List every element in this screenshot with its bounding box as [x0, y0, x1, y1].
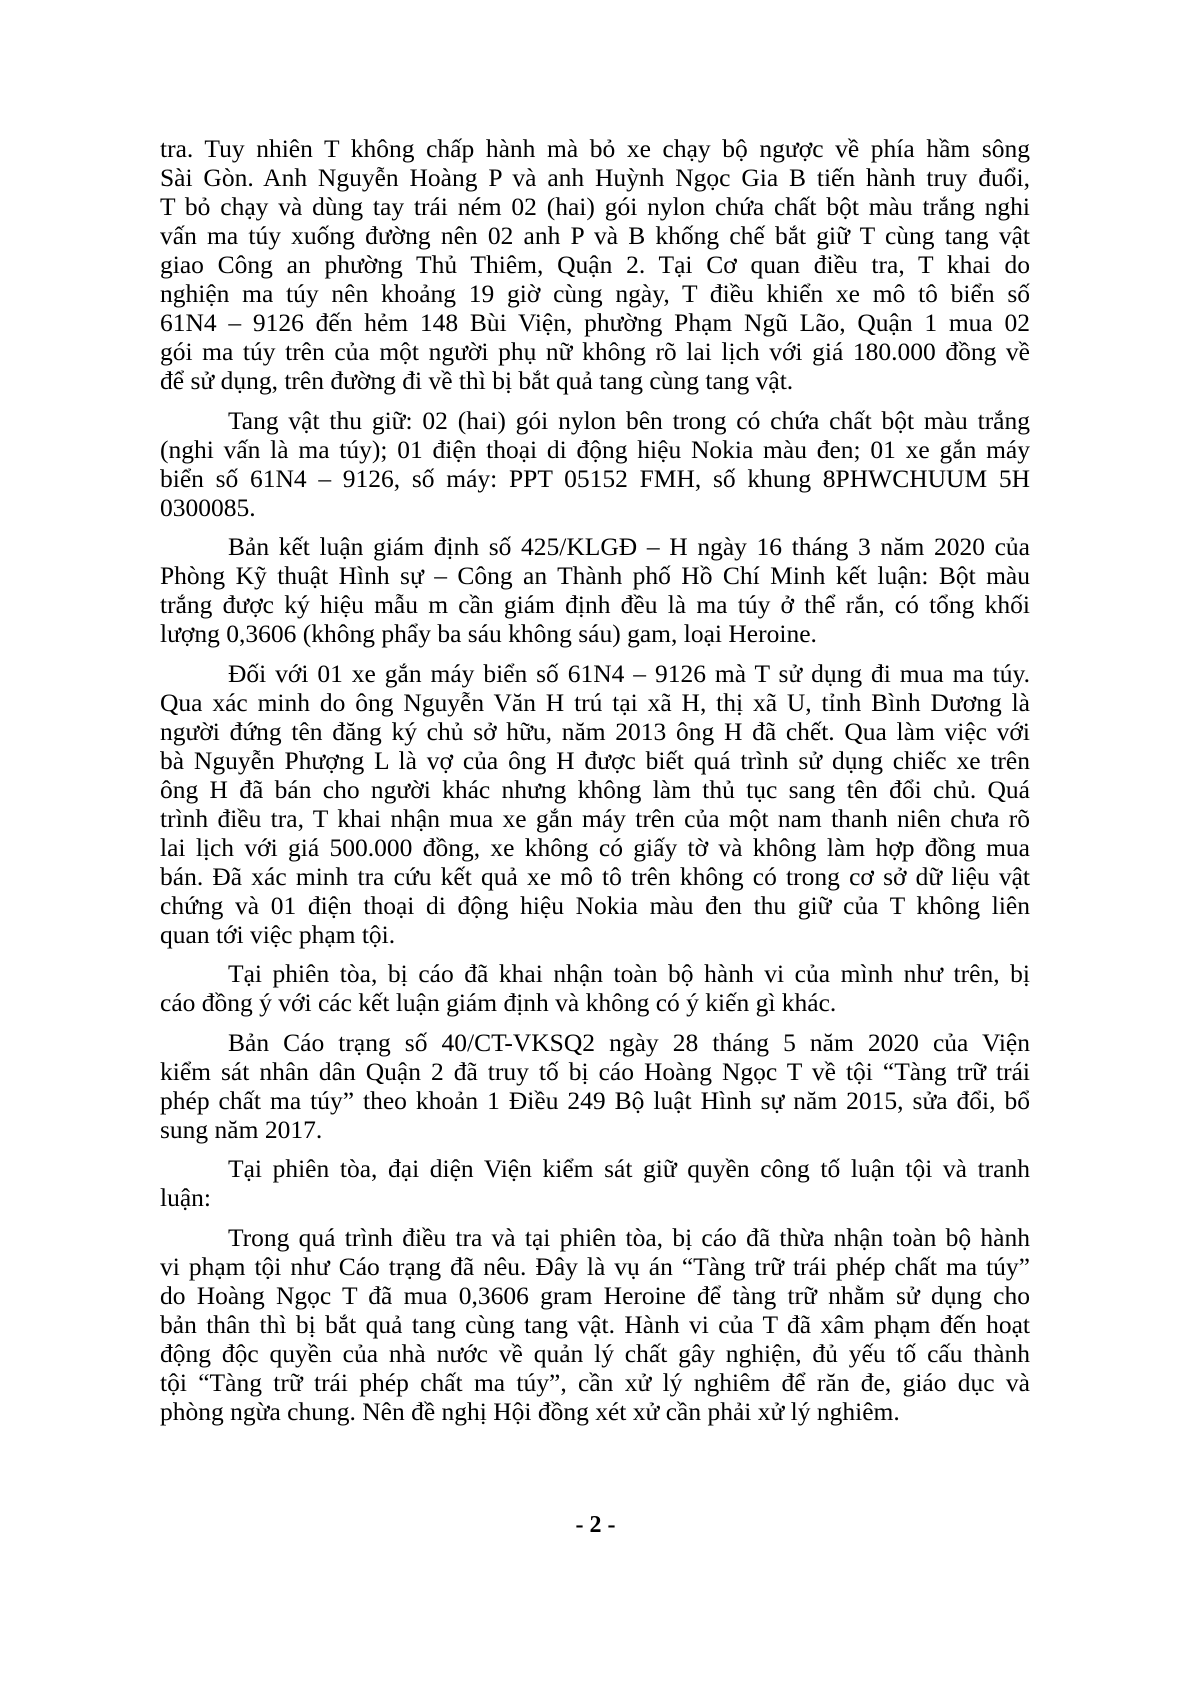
paragraph [160, 134, 1030, 395]
text-line: tra. Tuy nhiên T không chấp hành mà bỏ xe chạy bộ ngược về phía hầm sông [160, 134, 1030, 163]
text-line: để sử dụng, trên đường đi về thì bị bắt quả tang cùng tang vật. [160, 366, 794, 395]
text-line: (nghi vấn là ma túy); 01 điện thoại di động hiệu Nokia màu đen; 01 xe gắn máy [160, 434, 1030, 464]
text-line: Phòng Kỹ thuật Hình sự – Công an Thành phố Hồ Chí Minh kết luận: Bột màu [160, 561, 1030, 590]
paragraph [160, 1028, 1030, 1144]
text-line: sung năm 2017. [160, 1114, 323, 1144]
paragraph [160, 1154, 1030, 1212]
text-line: vấn ma túy xuống đường nên 02 anh P và B khống chế bắt giữ T cùng tang vật [160, 221, 1030, 250]
text-line: lượng 0,3606 (không phẩy ba sáu không sáu) gam, loại Heroine. [160, 619, 817, 648]
text-line: do Hoàng Ngọc T đã mua 0,3606 gram Heroine để tàng trữ nhằm sử dụng cho [160, 1280, 1030, 1310]
text-line: người đứng tên đăng ký chủ sở hữu, năm 2013 ông H đã chết. Qua làm việc với [160, 716, 1030, 746]
text-line: Đối với 01 xe gắn máy biển số 61N4 – 9126 mà T sử dụng đi mua ma túy. [228, 658, 1030, 688]
page-number: - 2 - [575, 1512, 616, 1538]
paragraph [160, 1223, 1030, 1426]
text-line: tội “Tàng trữ trái phép chất ma túy”, cần xử lý nghiêm để răn đe, giáo dục và [160, 1367, 1030, 1397]
text-line: trình điều tra, T khai nhận mua xe gắn máy trên của một nam thanh niên chưa rõ [160, 803, 1030, 833]
text-line: bản thân thì bị bắt quả tang cùng tang vật. Hành vi của T đã xâm phạm đến hoạt [160, 1309, 1030, 1339]
text-line: vi phạm tội như Cáo trạng đã nêu. Đây là vụ án “Tàng trữ trái phép chất ma túy” [160, 1251, 1030, 1281]
text-line: Bản kết luận giám định số 425/KLGĐ – H ngày 16 tháng 3 năm 2020 của [228, 532, 1030, 561]
text-line: phòng ngừa chung. Nên đề nghị Hội đồng xét xử cần phải xử lý nghiêm. [160, 1396, 900, 1426]
text-line: bà Nguyễn Phượng L là vợ của ông H được biết quá trình sử dụng chiếc xe trên [160, 745, 1030, 775]
paragraph [160, 959, 1030, 1017]
text-line: quan tới việc phạm tội. [160, 919, 396, 949]
text-line: 0300085. [160, 492, 256, 522]
text-line: động độc quyền của nhà nước về quản lý chất gây nghiện, đủ yếu tố cấu thành [160, 1338, 1030, 1368]
document-body [160, 134, 1030, 1436]
text-line: lai lịch với giá 500.000 đồng, xe không có giấy tờ và không làm hợp đồng mua [160, 832, 1030, 862]
paragraph [160, 659, 1030, 949]
text-line: Sài Gòn. Anh Nguyễn Hoàng P và anh Huỳnh Ngọc Gia B tiến hành truy đuổi, [160, 163, 1030, 192]
text-line: ông H đã bán cho người khác nhưng không làm thủ tục sang tên đổi chủ. Quá [160, 774, 1030, 804]
text-line: giao Công an phường Thủ Thiêm, Quận 2. Tại Cơ quan điều tra, T khai do [160, 250, 1030, 279]
text-line: Qua xác minh do ông Nguyễn Văn H trú tại xã H, thị xã U, tỉnh Bình Dương là [160, 687, 1030, 717]
text-line: phép chất ma túy” theo khoản 1 Điều 249 Bộ luật Hình sự năm 2015, sửa đổi, bổ [160, 1085, 1030, 1115]
text-line: Trong quá trình điều tra và tại phiên tòa, bị cáo đã thừa nhận toàn bộ hành [228, 1222, 1030, 1252]
text-line: T bỏ chạy và dùng tay trái ném 02 (hai) gói nylon chứa chất bột màu trắng nghi [160, 192, 1030, 221]
text-line: trắng được ký hiệu mẫu m cần giám định đều là ma túy ở thể rắn, có tổng khối [160, 590, 1030, 619]
text-line: Tại phiên tòa, bị cáo đã khai nhận toàn bộ hành vi của mình như trên, bị [228, 959, 1030, 988]
text-line: Tại phiên tòa, đại diện Viện kiểm sát giữ quyền công tố luận tội và tranh [228, 1154, 1030, 1183]
text-line: biển số 61N4 – 9126, số máy: PPT 05152 FMH, số khung 8PHWCHUUM 5H [160, 463, 1030, 493]
text-line: Bản Cáo trạng số 40/CT-VKSQ2 ngày 28 tháng 5 năm 2020 của Viện [228, 1027, 1030, 1057]
text-line: cáo đồng ý với các kết luận giám định và không có ý kiến gì khác. [160, 988, 837, 1017]
text-line: 61N4 – 9126 đến hẻm 148 Bùi Viện, phường Phạm Ngũ Lão, Quận 1 mua 02 [160, 308, 1030, 337]
text-line: gói ma túy trên của một người phụ nữ không rõ lai lịch với giá 180.000 đồng về [160, 337, 1030, 366]
text-line: kiểm sát nhân dân Quận 2 đã truy tố bị cáo Hoàng Ngọc T về tội “Tàng trữ trái [160, 1056, 1030, 1086]
text-line: luận: [160, 1183, 211, 1212]
text-line: Tang vật thu giữ: 02 (hai) gói nylon bên trong có chứa chất bột màu trắng [228, 405, 1030, 435]
text-line: nghiện ma túy nên khoảng 19 giờ cùng ngày, T điều khiển xe mô tô biển số [160, 279, 1030, 308]
paragraph [160, 532, 1030, 648]
text-line: chứng và 01 điện thoại di động hiệu Nokia màu đen thu giữ của T không liên [160, 890, 1030, 920]
text-line: bán. Đã xác minh tra cứu kết quả xe mô tô trên không có trong cơ sở dữ liệu vật [160, 861, 1030, 891]
paragraph [160, 406, 1030, 522]
